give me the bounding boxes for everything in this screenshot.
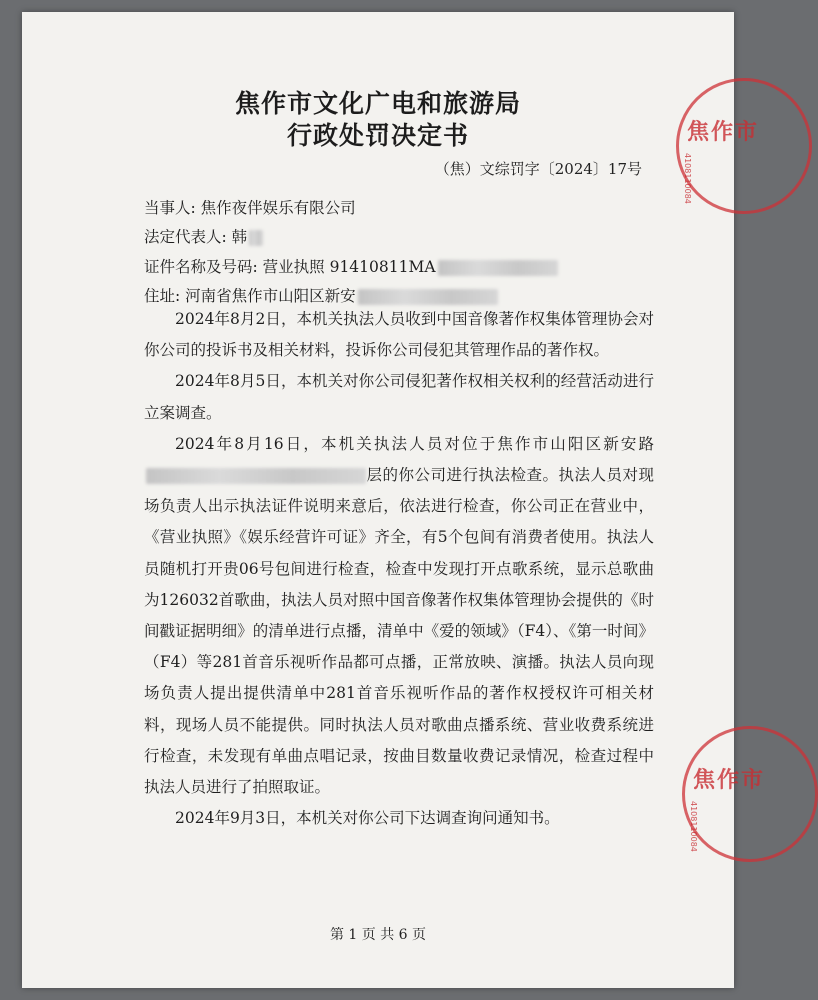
document-body [144,304,654,834]
document-page [22,12,766,988]
redaction-blur [146,468,366,484]
paragraph: 2024年9月3日，本机关对你公司下达调查询问通知书。 [175,809,560,828]
party-name [144,196,356,218]
redaction-blur [249,230,263,246]
address-text: 住址: 河南省焦作市山阳区新安 [144,287,356,305]
address [144,284,498,306]
id-document-text: 证件名称及号码: 营业执照 91410811MA [144,258,436,276]
party-name-text: 当事人: 焦作夜伴娱乐有限公司 [144,199,356,217]
paragraph: 2024年8月2日，本机关执法人员收到中国音像著作权集体管理协会对你公司的投诉书及相关材料，投诉你公司侵犯其管理作品的著作权。 [144,310,654,360]
seal-text: 焦作市 [693,768,766,793]
page-indicator: 第 1 页 共 6 页 [329,927,427,943]
official-seal-icon [676,78,812,214]
legal-representative [144,225,263,247]
id-document [144,255,558,277]
redaction-blur [438,260,558,276]
seal-text: 焦作市 [687,120,760,145]
paragraph: 2024年8月5日，本机关对你公司侵犯著作权相关权利的经营活动进行立案调查。 [144,372,654,422]
paragraph-part: 2024年8月16日，本机关执法人员对位于焦作市山阳区新安路 [175,434,654,453]
seal-number: 4108110084 [683,153,692,204]
issuer-title: 焦作市文化广电和旅游局 [234,89,521,118]
seal-number: 4108110084 [689,801,698,852]
paragraph [144,429,654,803]
legal-rep-text: 法定代表人: 韩 [144,228,248,246]
document-type-title: 行政处罚决定书 [286,121,469,150]
redaction-blur [358,289,498,305]
document-number: （焦）文综罚字〔2024〕17号 [434,160,642,178]
official-seal-icon [682,726,818,862]
paragraph-part: 层的你公司进行执法检查。执法人员对现场负责人出示执法证件说明来意后，依法进行检查，你公司正在营业中，《营业执照》《娱乐经营许可证》齐全，有5个包间有消费者使用。执法人员随机打开贵06号包间进行检查，检查中发现打开点歌系统，显示总歌曲为126032首歌曲，执法人员对照中国音像著作权集体管理协会提供的《时间戳证据明细》的清单进行点播，清单中《爱的领域》（F4）、《第一时间》（F4）等281首音乐视听作品都可点播，正常放映、演播。执法人员向现场负责人提出提供清单中281首音乐视听作品的著作权授权许可相关材料，现场人员不能提供。同时执法人员对歌曲点播系统、营业收费系统进行检查，未发现有单曲点唱记录，按曲目数量收费记录情况，检查过程中执法人员进行了拍照取证。 [144,466,654,797]
